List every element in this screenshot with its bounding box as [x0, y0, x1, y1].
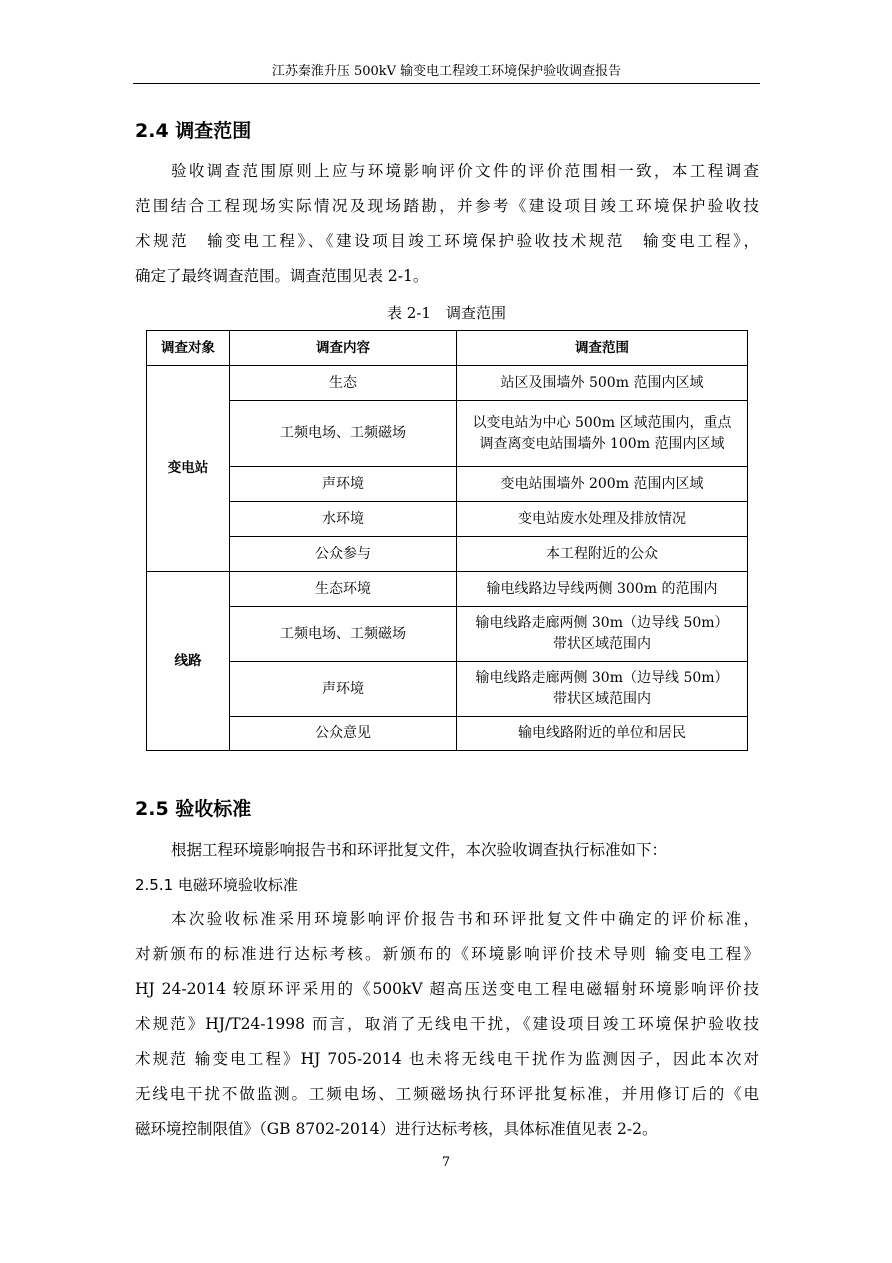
- paragraph-line: 对新颁布的标准进行达标考核。新颁布的《环境影响评价技术导则 输变电工程》: [135, 945, 759, 963]
- table-header-scope: 调查范围: [457, 331, 748, 366]
- paragraph-line: 无线电干扰不做监测。工频电场、工频磁场执行环评批复标准，并用修订后的《电: [135, 1085, 759, 1103]
- scope-cell-line: 以变电站为中心 500m 区域范围内，重点: [472, 414, 732, 431]
- scope-cell: 变电站围墙外 200m 范围内区域: [457, 467, 748, 502]
- scope-cell: 站区及围墙外 500m 范围内区域: [457, 366, 748, 401]
- content-cell: 工频电场、工频磁场: [230, 401, 457, 467]
- table-row: [147, 537, 748, 572]
- scope-cell-line: 输电线路走廊两侧 30m（边导线 50m）: [475, 615, 729, 631]
- table-row: [147, 366, 748, 401]
- section-heading-2-5: 2.5 验收标准: [135, 798, 252, 820]
- table-row: [147, 467, 748, 502]
- page-header: 江苏秦淮升压 500kV 输变电工程竣工环境保护验收调查报告: [133, 62, 760, 84]
- paragraph-line: 术规范 输变电工程》HJ 705-2014 也未将无线电干扰作为监测因子，因此本次对: [135, 1050, 759, 1068]
- paragraph-line: 术规范 输变电工程》、《建设项目竣工环境保护验收技术规范 输变电工程》，: [135, 232, 759, 250]
- scope-cell: 输电线路边导线两侧 300m 的范围内: [457, 572, 748, 607]
- scope-cell: 本工程附近的公众: [457, 537, 748, 572]
- paragraph-line: HJ 24-2014 较原环评采用的《500kV 超高压送变电工程电磁辐射环境影响评价技: [135, 980, 759, 998]
- content-cell: 水环境: [230, 502, 457, 537]
- table-header-object: 调查对象: [147, 331, 230, 366]
- paragraph-line: 范围结合工程现场实际情况及现场踏勘，并参考《建设项目竣工环境保护验收技: [135, 197, 759, 215]
- page-number: 7: [441, 1155, 451, 1170]
- paragraph-line: 本次验收标准采用环境影响评价报告书和环评批复文件中确定的评价标准，: [171, 910, 759, 928]
- paragraph-line: 术规范》HJ/T24-1998 而言，取消了无线电干扰，《建设项目竣工环境保护验收技: [135, 1015, 759, 1033]
- scope-cell: [457, 401, 748, 467]
- object-substation: 变电站: [147, 366, 230, 572]
- scope-cell: 输电线路附近的单位和居民: [457, 717, 748, 751]
- table-row: [147, 401, 748, 467]
- content-cell: 公众参与: [230, 537, 457, 572]
- section-heading-2-4: 2.4 调查范围: [135, 120, 252, 142]
- table-row: [147, 502, 748, 537]
- content-cell: 生态: [230, 366, 457, 401]
- scope-cell: [457, 607, 748, 662]
- paragraph-line: 确定了最终调查范围。调查范围见表 2-1。: [135, 267, 429, 285]
- content-cell: 声环境: [230, 467, 457, 502]
- table-row: [147, 662, 748, 717]
- scope-cell-line: 带状区域范围内: [553, 691, 651, 707]
- standards-intro: [135, 833, 759, 868]
- scope-cell-line: 调查离变电站围墙外 100m 范围内区域: [479, 435, 725, 452]
- em-standards-paragraph: [135, 902, 759, 1147]
- paragraph-line: 磁环境控制限值》（GB 8702-2014）进行达标考核，具体标准值见表 2-2。: [135, 1120, 658, 1138]
- scope-paragraph: [135, 154, 759, 294]
- content-cell: 公众意见: [230, 717, 457, 751]
- table-caption: 表 2-1 调查范围: [387, 304, 506, 322]
- table-row: [147, 607, 748, 662]
- table-header-content: 调查内容: [230, 331, 457, 366]
- object-line: 线路: [147, 572, 230, 751]
- scope-cell-line: 输电线路走廊两侧 30m（边导线 50m）: [475, 670, 729, 686]
- table-row: [147, 717, 748, 751]
- content-cell: 工频电场、工频磁场: [230, 607, 457, 662]
- content-cell: 声环境: [230, 662, 457, 717]
- sub-heading-2-5-1: 2.5.1 电磁环境验收标准: [135, 876, 298, 894]
- content-cell: 生态环境: [230, 572, 457, 607]
- scope-cell: 变电站废水处理及排放情况: [457, 502, 748, 537]
- paragraph-line: 验收调查范围原则上应与环境影响评价文件的评价范围相一致，本工程调查: [171, 162, 759, 180]
- scope-table: [146, 330, 748, 751]
- paragraph-line: 根据工程环境影响报告书和环评批复文件，本次验收调查执行标准如下：: [171, 841, 668, 859]
- table-row: [147, 572, 748, 607]
- scope-cell: [457, 662, 748, 717]
- scope-cell-line: 带状区域范围内: [553, 636, 651, 652]
